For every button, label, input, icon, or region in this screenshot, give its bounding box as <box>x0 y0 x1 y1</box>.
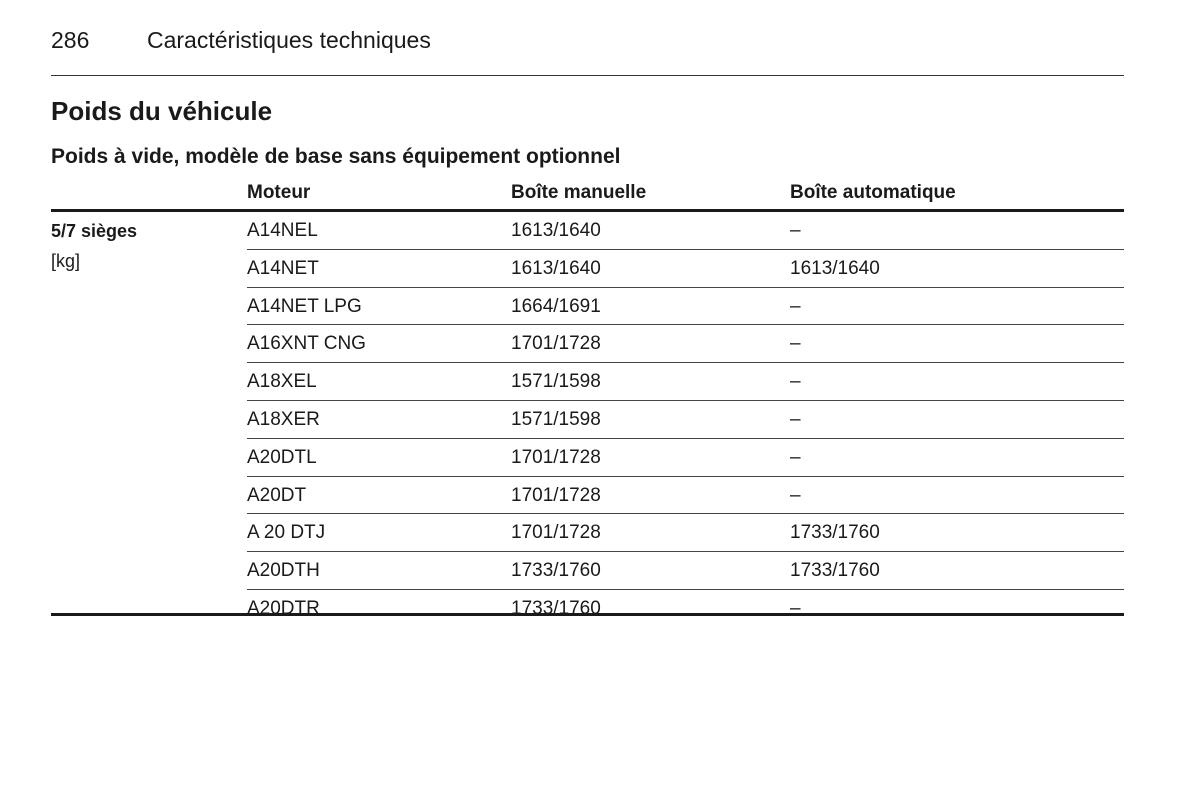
automatic-weight-cell: – <box>790 371 801 393</box>
table-bottom-divider <box>51 613 1124 616</box>
manual-weight-cell: 1613/1640 <box>511 220 601 241</box>
engine-cell: A14NEL <box>247 220 318 241</box>
column-header-manual-gearbox: Boîte manuelle <box>511 182 647 203</box>
unit-label: [kg] <box>51 251 81 271</box>
manual-weight-cell: 1701/1728 <box>511 522 601 544</box>
table-header-row <box>51 177 1124 212</box>
page-header <box>51 26 1124 54</box>
row-group-label <box>51 220 137 272</box>
automatic-weight-cell: – <box>790 295 801 317</box>
header-divider <box>51 75 1124 76</box>
engine-cell: A18XER <box>247 408 320 430</box>
table-rows <box>247 212 1124 627</box>
manual-weight-cell: 1701/1728 <box>511 333 601 355</box>
manual-weight-cell: 1571/1598 <box>511 371 601 393</box>
manual-weight-cell: 1733/1760 <box>511 560 601 582</box>
manual-weight-cell: 1733/1760 <box>511 597 601 619</box>
section-title: Poids du véhicule <box>51 96 273 126</box>
table-row <box>247 590 1124 627</box>
automatic-weight-cell: – <box>790 484 801 506</box>
column-header-engine: Moteur <box>247 182 311 203</box>
column-header-automatic-gearbox: Boîte automatique <box>790 182 956 203</box>
table-row <box>247 250 1124 288</box>
table-row <box>247 325 1124 363</box>
manual-weight-cell: 1701/1728 <box>511 446 601 468</box>
manual-weight-cell: 1571/1598 <box>511 408 601 430</box>
automatic-weight-cell: – <box>790 446 801 468</box>
engine-cell: A14NET <box>247 257 319 279</box>
manual-weight-cell: 1613/1640 <box>511 257 601 279</box>
table-row <box>247 401 1124 439</box>
engine-cell: A20DTR <box>247 597 320 619</box>
engine-cell: A18XEL <box>247 371 317 393</box>
table-row <box>247 552 1124 590</box>
subsection-title: Poids à vide, modèle de base sans équipement optionnel <box>51 145 621 168</box>
manual-weight-cell: 1701/1728 <box>511 484 601 506</box>
table-body <box>51 212 1124 619</box>
table-row <box>247 477 1124 515</box>
engine-cell: A20DTL <box>247 446 317 468</box>
automatic-weight-cell: – <box>790 597 801 619</box>
engine-cell: A16XNT CNG <box>247 333 366 355</box>
automatic-weight-cell: – <box>790 408 801 430</box>
engine-cell: A20DTH <box>247 560 320 582</box>
page-number: 286 <box>51 27 90 53</box>
seats-label: 5/7 sièges <box>51 221 138 241</box>
engine-cell: A14NET LPG <box>247 295 362 317</box>
vehicle-weight-table <box>51 177 1124 619</box>
engine-cell: A 20 DTJ <box>247 522 326 544</box>
automatic-weight-cell: 1613/1640 <box>790 257 880 279</box>
automatic-weight-cell: 1733/1760 <box>790 560 880 582</box>
table-row <box>247 439 1124 477</box>
automatic-weight-cell: – <box>790 333 801 355</box>
manual-weight-cell: 1664/1691 <box>511 295 601 317</box>
table-row <box>247 212 1124 250</box>
engine-cell: A20DT <box>247 484 307 506</box>
table-row <box>247 363 1124 401</box>
table-row <box>247 514 1124 552</box>
chapter-title: Caractéristiques techniques <box>147 27 431 53</box>
automatic-weight-cell: 1733/1760 <box>790 522 880 544</box>
table-row <box>247 288 1124 326</box>
automatic-weight-cell: – <box>790 220 801 241</box>
